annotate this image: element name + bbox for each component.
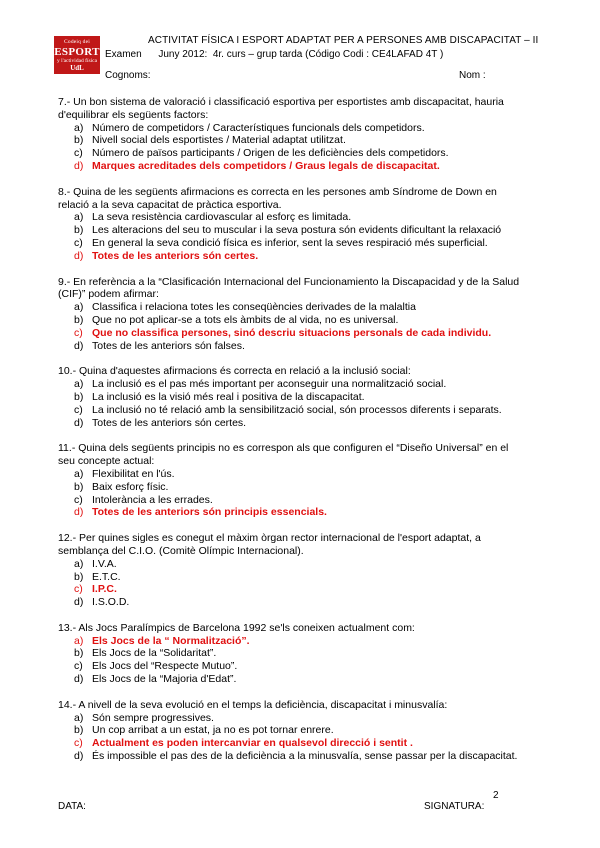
cognoms-label: Cognoms: [105,70,151,81]
option-text: Les alteracions del seu to muscular i la seva postura són evidents dificultant la relaxació [92,224,502,237]
option-text: I.S.O.D. [92,596,130,609]
option-text: La inclusió es el pas més important per aconseguir una normalització social. [92,378,447,391]
option-letter: c) [74,147,83,160]
question-text: 14.- A nivell de la seva evolució en el temps la deficiència, discapacitat i minusvalía: [58,698,448,711]
question-text: 8.- Quina de les següents afirmacions es correcta en les persones amb Síndrome de Down en relació a la seva capacitat de pràctica esportiva. [58,185,497,211]
option-a [58,211,524,224]
option-letter: c) [74,493,83,506]
option-letter: a) [74,467,84,480]
option-b [58,481,524,494]
option-text: E.T.C. [92,570,121,583]
questions-list [58,96,524,776]
logo-text-line4: UdL [70,64,84,72]
option-text: I.P.C. [92,583,117,596]
option-a [58,468,524,481]
university-logo [54,36,100,74]
option-b [58,724,524,737]
option-text: Totes de les anteriors són principis essencials. [92,506,327,519]
option-text: Número de competidors / Característiques funcionals dels competidors. [92,121,425,134]
option-text: Actualment es poden intercanviar en qualsevol direcció i sentit . [92,737,413,750]
nom-label: Nom : [459,70,486,81]
option-text: Els Jocs de la “ Normalització”. [92,634,250,647]
question-text: 11.- Quina dels següents principis no es correspon als que configuren el “Diseño Universal” en el seu concepte actual: [58,442,509,468]
option-text: Són sempre progressives. [92,711,214,724]
option-a [58,122,524,135]
option-d [58,160,524,173]
option-c [58,660,524,673]
option-d [58,340,524,353]
option-a [58,712,524,725]
option-letter: d) [74,596,84,609]
option-d [58,250,524,263]
option-text: És impossible el pas des de la deficiència a la minusvalía, sense passar per la discapacitat. [92,750,518,763]
option-c [58,237,524,250]
option-b [58,571,524,584]
option-text: La inclusió es la visió més real i positiva de la discapacitat. [92,390,365,403]
option-letter: b) [74,224,84,237]
option-letter: d) [74,506,84,519]
option-c [58,404,524,417]
option-letter: a) [74,634,84,647]
option-text: Els Jocs de la “Solidaritat”. [92,647,217,660]
question-8 [58,186,524,263]
question-10 [58,365,524,429]
option-letter: b) [74,390,84,403]
question-11 [58,442,524,519]
option-letter: d) [74,339,84,352]
option-text: La inclusió no té relació amb la sensibilització social, són processos diferents i separats. [92,403,502,416]
option-text: Que no pot aplicar-se a tots els àmbits de al vida, no es universal. [92,313,399,326]
option-letter: c) [74,236,83,249]
option-b [58,314,524,327]
option-text: Número de països participants / Origen de les deficiències dels competidors. [92,147,449,160]
exam-info: Examen Juny 2012: 4r. curs – grup tarda (Código Codi : CE4LAFAD 4T ) [105,49,444,60]
option-c [58,494,524,507]
option-d [58,750,524,763]
option-text: Els Jocs de la “Majoria d'Edat”. [92,673,237,686]
question-7 [58,96,524,173]
question-text: 10.- Quina d'aquestes afirmacions és correcta en relació a la inclusió social: [58,365,411,378]
option-text: Totes de les anteriors són certes. [92,416,247,429]
option-letter: a) [74,711,84,724]
option-b [58,224,524,237]
option-letter: d) [74,416,84,429]
option-letter: c) [74,326,83,339]
option-a [58,301,524,314]
question-9 [58,276,524,353]
option-c [58,583,524,596]
page-number: 2 [493,790,499,801]
option-b [58,647,524,660]
option-text: Classifica i relaciona totes les conseqüències derivades de la malaltia [92,301,416,314]
option-d [58,506,524,519]
option-c [58,147,524,160]
option-text: Flexibilitat en l'ús. [92,467,175,480]
option-text: Totes de les anteriors són falses. [92,339,245,352]
option-text: Que no classifica persones, sinó descriu situacions personals de cada individu. [92,326,492,339]
option-letter: d) [74,750,84,763]
option-letter: d) [74,673,84,686]
option-letter: a) [74,211,84,224]
option-d [58,417,524,430]
option-text: Baix esforç físic. [92,480,169,493]
document-title: ACTIVITAT FÍSICA I ESPORT ADAPTAT PER A PERSONES AMB DISCAPACITAT – II [148,35,539,46]
question-14 [58,699,524,763]
question-13 [58,622,524,686]
option-text: Intolerància a les errades. [92,493,213,506]
option-text: Els Jocs del “Respecte Mutuo”. [92,660,238,673]
option-letter: b) [74,724,84,737]
option-text: Marques acreditades dels competidors / Graus legals de discapacitat. [92,159,440,172]
data-label: DATA: [58,801,86,812]
logo-text-line3: y l'actividad física [56,57,98,64]
option-a [58,558,524,571]
option-letter: b) [74,570,84,583]
option-text: I.V.A. [92,557,117,570]
option-text: La seva resistència cardiovascular al esforç es limitada. [92,211,352,224]
option-a [58,635,524,648]
option-b [58,134,524,147]
option-letter: d) [74,249,84,262]
option-letter: a) [74,121,84,134]
option-letter: b) [74,134,84,147]
question-text: 13.- Als Jocs Paralímpics de Barcelona 1992 se'ls coneixen actualment com: [58,621,415,634]
option-letter: b) [74,480,84,493]
option-letter: a) [74,557,84,570]
option-letter: c) [74,660,83,673]
option-a [58,378,524,391]
option-letter: a) [74,301,84,314]
option-letter: c) [74,403,83,416]
option-letter: d) [74,159,84,172]
option-b [58,391,524,404]
option-text: En general la seva condició física es inferior, sent la seves respiració més superficial. [92,236,488,249]
question-12 [58,532,524,609]
question-text: 9.- En referència a la “Clasificación Internacional del Funcionamiento la Discapacidad y de la Salud (CIF)” podem afirmar: [58,275,520,301]
option-text: Nivell social dels esportistes / Material adaptat utilitzat. [92,134,346,147]
logo-text-line2: ESPORT [54,45,100,58]
logo-text-line1: Codeiq dei [64,39,90,45]
option-letter: b) [74,647,84,660]
signatura-label: SIGNATURA: [424,801,485,812]
question-text: 12.- Per quines sigles es conegut el màxim òrgan rector internacional de l'esport adaptat, a semblança del C.I.O. (Comitè Olímpic Internacional). [58,532,481,557]
option-letter: c) [74,583,83,596]
option-d [58,673,524,686]
option-c [58,327,524,340]
option-d [58,596,524,609]
option-text: Totes de les anteriors són certes. [92,249,259,262]
question-text: 7.- Un bon sistema de valoració i classificació esportiva per esportistes amb discapacitat, hauria d'equilibrar els següents factors: [58,96,504,121]
option-letter: a) [74,378,84,391]
option-letter: c) [74,737,83,750]
option-letter: b) [74,313,84,326]
option-c [58,737,524,750]
option-text: Un cop arribat a un estat, ja no es pot tornar enrere. [92,724,334,737]
